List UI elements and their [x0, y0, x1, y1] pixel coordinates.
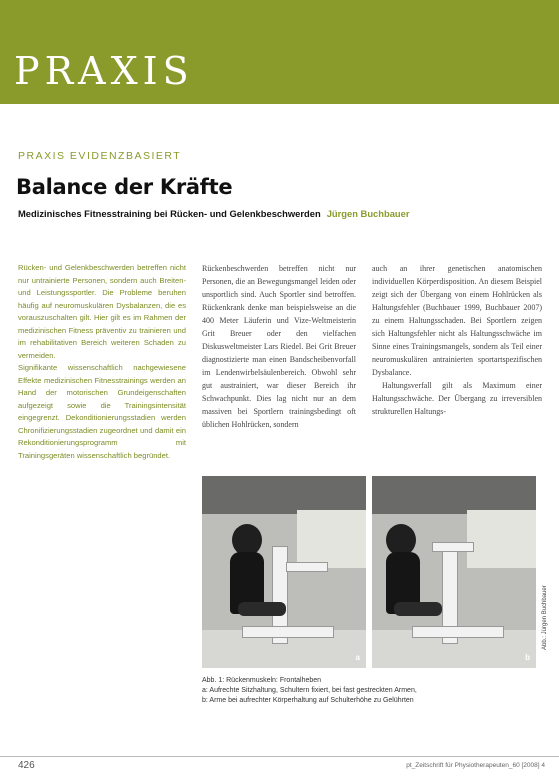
body-column-3 [372, 262, 542, 418]
journal-reference: pt_Zeitschrift für Physiotherapeuten_60 [2008] 4 [406, 762, 545, 769]
footer-rule [0, 756, 559, 757]
article-title: Balance der Kräfte [16, 175, 233, 199]
section-title: PRAXIS [14, 49, 194, 93]
machine-arm [286, 562, 328, 572]
body-paragraph: auch an ihrer genetischen anatomischen individuellen Körperdisposition. An diesem Beispiel zeigt sich der Übergang von einem Hohlrücken als Haltungsfehler (Buchbauer 1999, Buchbauer 2007) zu einem Haltungsschaden. Bei Sportlern zeigen sich Haltungsfehler nicht als Haltungsschwäche im Sinne eines Trainingsmangels, sondern als Teil einer neuromuskulären antrainierten sportartspezifischen Dysbalance. [372, 264, 542, 377]
body-paragraph: Haltungsverfall gilt als Maximum einer Haltungsschwäche. Der Übergang zu irreversiblen strukturellen Haltungs- [372, 381, 542, 416]
caption-line: Abb. 1: Rückenmuskeln: Frontalheben [202, 677, 322, 684]
photo-ceiling [202, 476, 366, 514]
photo-ceiling [372, 476, 536, 514]
caption-line: b: Arme bei aufrechter Körperhaltung auf Schulterhöhe zu Gelührten [202, 697, 414, 704]
article-subtitle-line [18, 208, 410, 219]
photo-credit: Abb.: Jürgen Buchbauer [542, 585, 548, 650]
article-kicker: PRAXIS EVIDENZBASIERT [18, 150, 182, 162]
body-paragraph: Rückenbeschwerden betreffen nicht nur Personen, die an Bewegungsmangel leiden oder unsportlich sind. Auch Sportler sind betroffen. Rückenkrank denke man beispielsweise an die 400 Meter Läuferin und Vize-Weltmeisterin Grit Breuer oder den vielfachen Diskusweltmeister Lars Riedel. Bei Grit Breuer diagnostizierte man einen Bandscheibenvorfall im Lendenwirbelsäulenbereich. Obwohl sehr gut austrainiert, war dieser Bereich ihr Schwachpunkt. Dies lag nicht nur an dem massiven bei Sportlern trainingsbedingt oft üblichen Hohlrücken, sondern [202, 264, 356, 429]
section-banner [0, 0, 559, 104]
body-column-2 [202, 262, 356, 431]
figure-caption [202, 676, 542, 706]
abstract-paragraph: Signifikante wissenschaftlich nachgewiesene Effekte medizinischen Fitnesstrainings werden an Hand der motorischen Grundeigenschaften aufgezeigt sowie die Trainingsintensität eingegrenzt. Dekonditionierungsstadien werden Chronifizierungsstadien zugeordnet und damit ein Rekonditionierungsprogramm mit Trainingsgeräten wissenschaftlich begründet. [18, 363, 186, 460]
figure-label-a: a [355, 653, 360, 662]
abstract [18, 262, 186, 462]
page-number: 426 [18, 760, 35, 771]
machine-base [242, 626, 334, 638]
machine-base [412, 626, 504, 638]
article-subtitle: Medizinisches Fitnesstraining bei Rücken- und Gelenkbeschwerden [18, 208, 321, 219]
photo-window [297, 510, 366, 568]
article-author: Jürgen Buchbauer [326, 208, 410, 219]
figure-label-b: b [525, 653, 530, 662]
figure-photo-b [372, 476, 536, 668]
person-leg [238, 602, 286, 616]
machine-arm [432, 542, 474, 552]
caption-line: a: Aufrechte Sitzhaltung, Schultern fixiert, bei fast gestreckten Armen, [202, 687, 417, 694]
abstract-paragraph: Rücken- und Gelenkbeschwerden betreffen nicht nur untrainierte Personen, sondern auch Breiten- und Leistungssportler. Die Probleme beruhen häufig auf neuromuskulären Dysbalanzen, die es vorauszuschalten gilt. Hier gilt es im Rahmen der medizinischen Fitness präventiv zu trainieren und im rehabilitativen Bereich weiteren Schaden zu vermeiden. [18, 263, 186, 360]
photo-window [467, 510, 536, 568]
person-leg [394, 602, 442, 616]
figure-photo-a [202, 476, 366, 668]
